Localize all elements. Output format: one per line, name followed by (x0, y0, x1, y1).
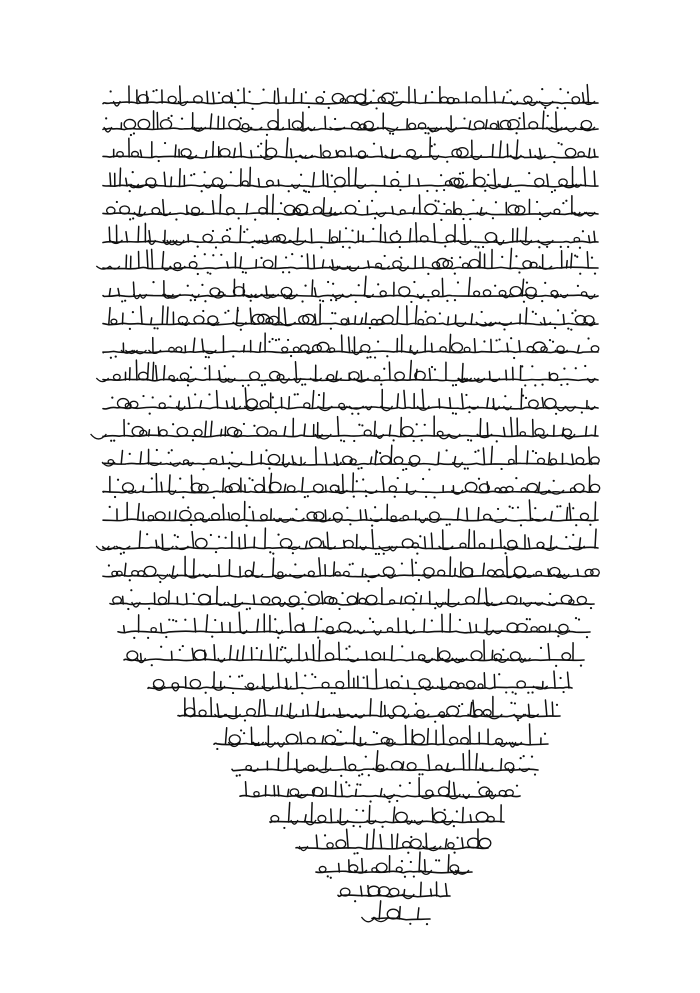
manuscript-line (103, 473, 600, 499)
manuscript-line (96, 360, 598, 387)
manuscript-line (103, 85, 598, 110)
manuscript-line (103, 167, 598, 193)
manuscript-line (103, 388, 598, 415)
manuscript-line (103, 556, 599, 583)
manuscript-line (103, 276, 598, 303)
manuscript-line (338, 882, 450, 902)
manuscript-line (103, 223, 598, 249)
manuscript-line (96, 248, 598, 275)
manuscript-line (103, 304, 598, 331)
manuscript-line (270, 802, 504, 829)
manuscript-line (361, 901, 430, 925)
manuscript-line (214, 724, 548, 750)
manuscript-line (240, 778, 520, 803)
manuscript-line (103, 137, 598, 163)
manuscript-line (103, 333, 599, 359)
manuscript-line (96, 528, 598, 555)
manuscript-line (103, 110, 598, 137)
manuscript-line (232, 750, 538, 777)
manuscript-line (296, 829, 491, 855)
manuscript-line (103, 500, 598, 527)
manuscript-line (124, 640, 584, 667)
manuscript-line (316, 852, 472, 879)
manuscript-line (110, 587, 594, 611)
manuscript-line (102, 445, 599, 471)
manuscript-line (103, 194, 598, 221)
manuscript-line (148, 669, 572, 695)
manuscript-line (118, 612, 590, 639)
manuscript-line (178, 697, 560, 723)
manuscript-line (91, 416, 598, 442)
